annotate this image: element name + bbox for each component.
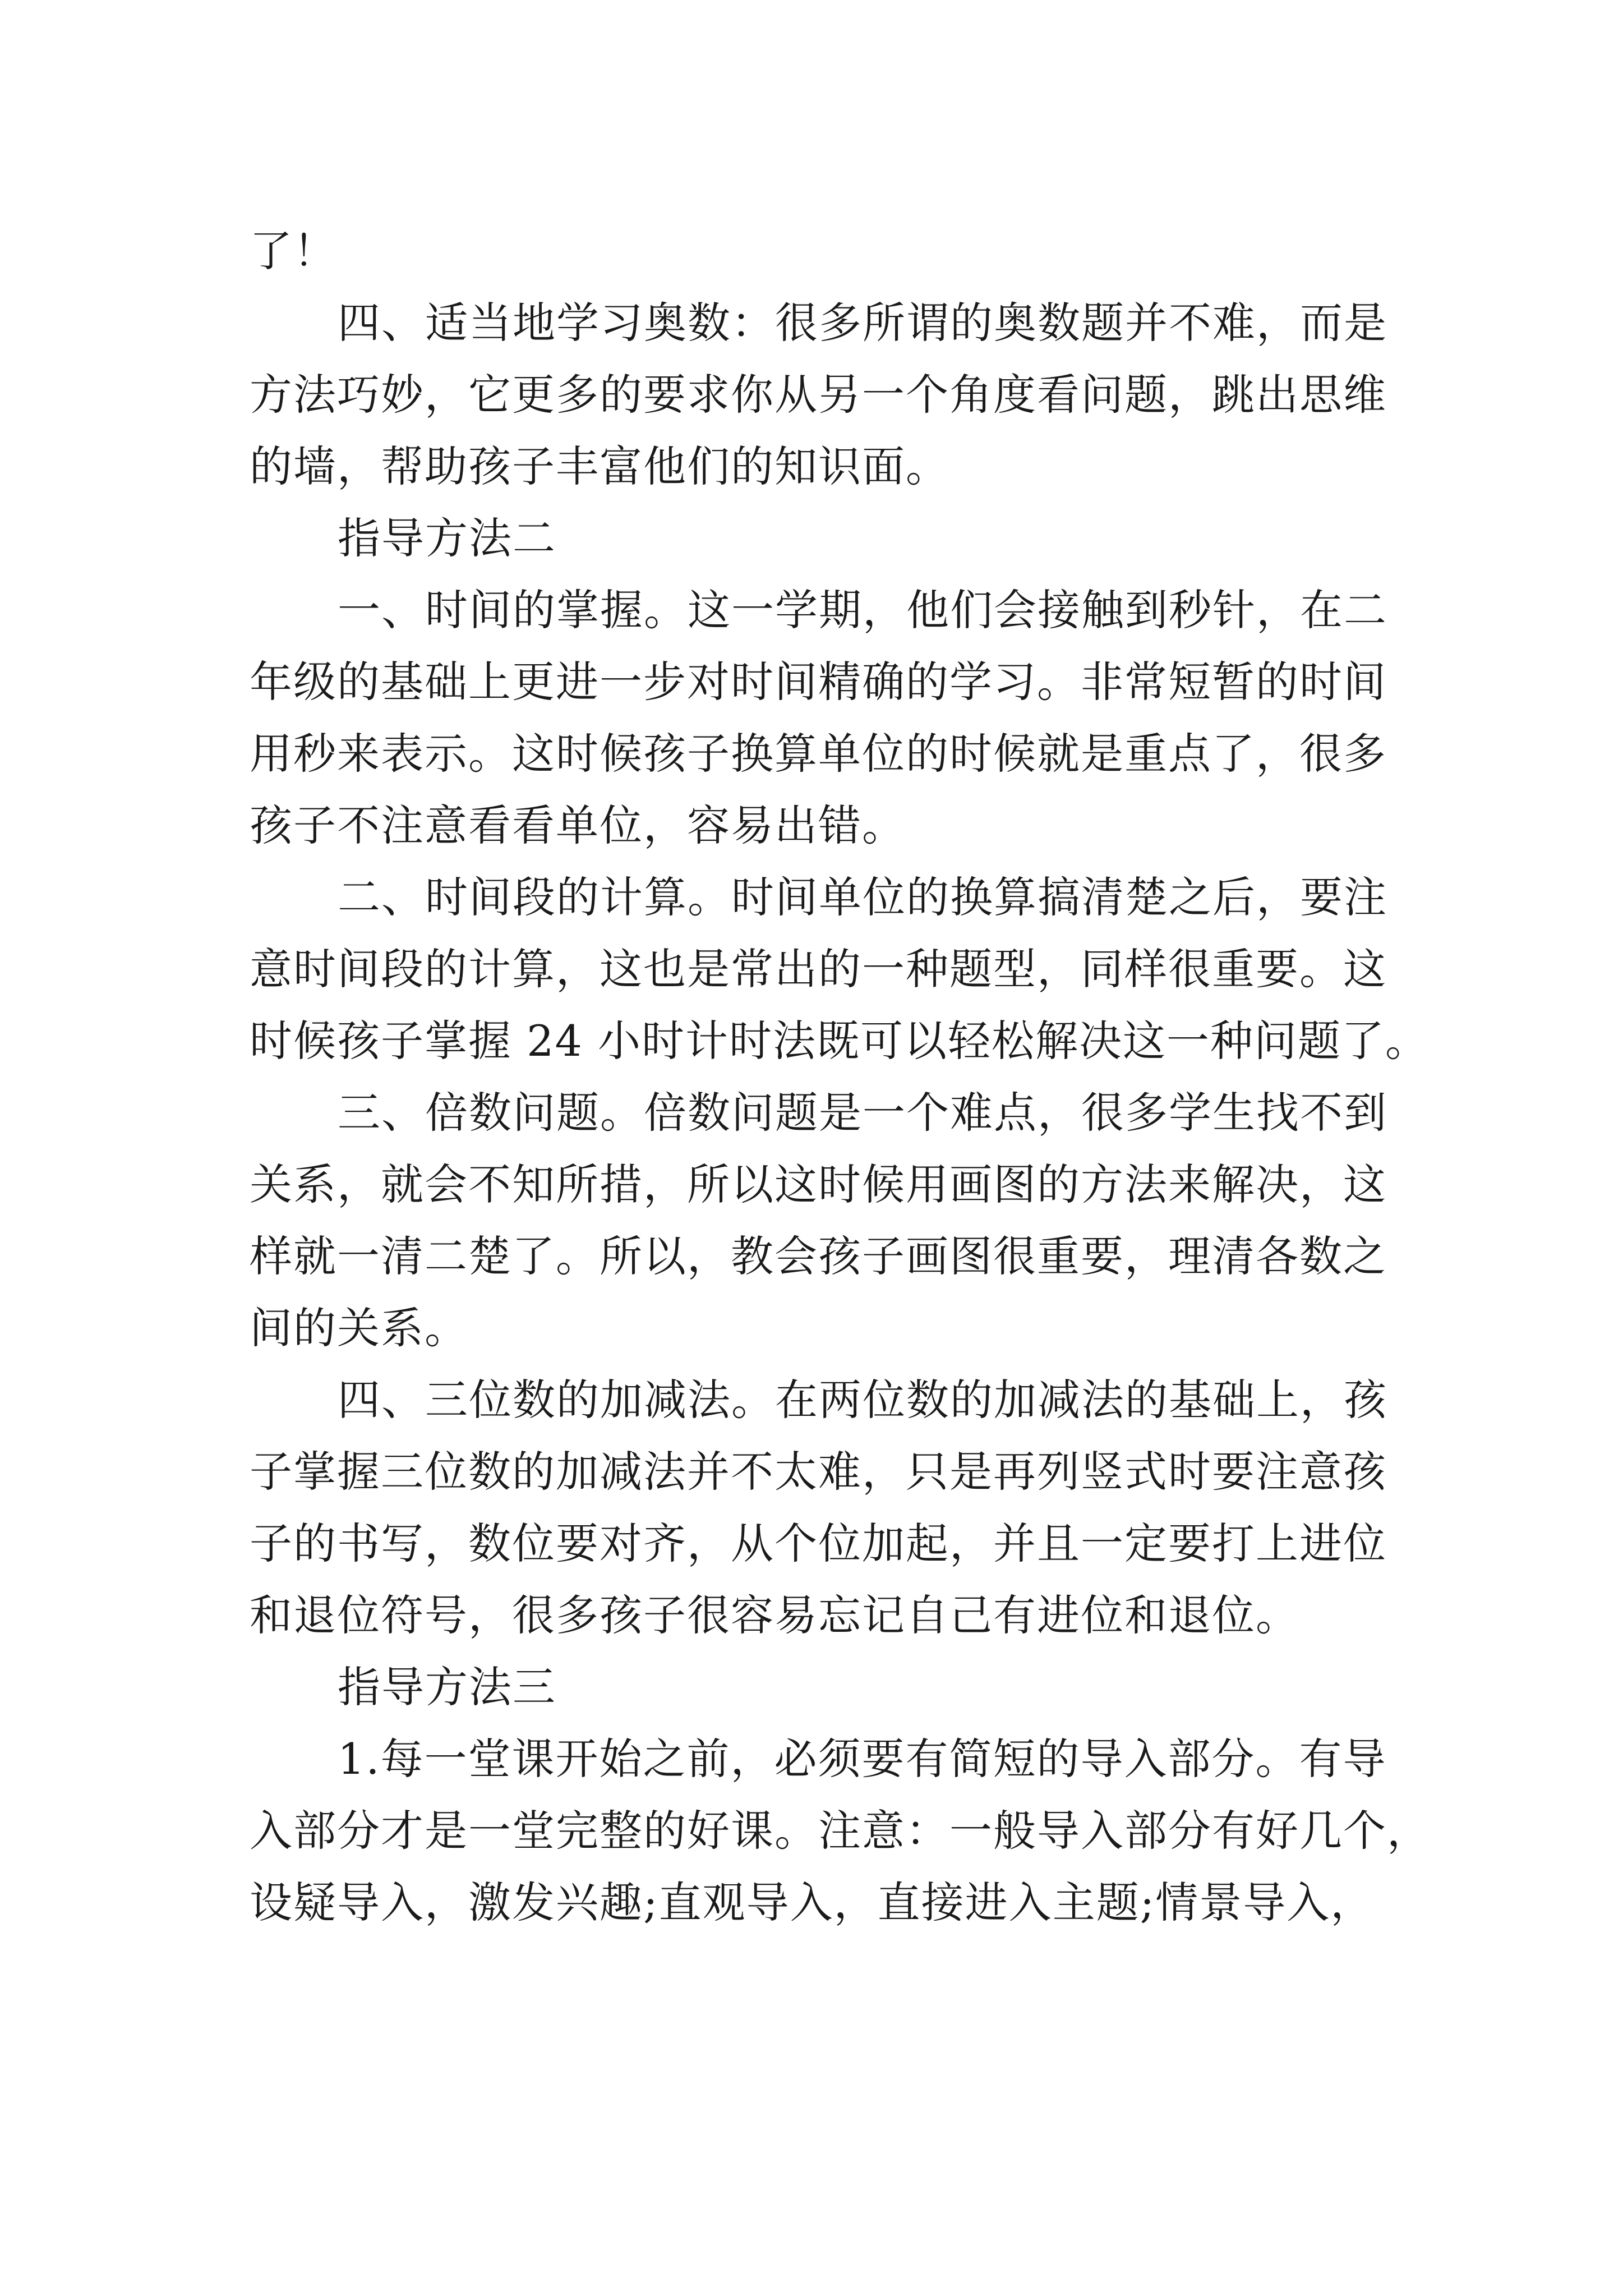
text-line: 年级的基础上更进一步对时间精确的学习。非常短暂的时间 bbox=[250, 657, 1387, 707]
text-line: 设疑导入，激发兴趣;直观导入，直接进入主题;情景导入， bbox=[250, 1878, 1375, 1927]
paragraph-start-line: 三、倍数问题。倍数问题是一个难点，很多学生找不到 bbox=[338, 1088, 1387, 1138]
paragraph-start-line: 1.每一堂课开始之前，必须要有简短的导入部分。有导 bbox=[338, 1734, 1387, 1784]
text-line: 意时间段的计算，这也是常出的一种题型，同样很重要。这 bbox=[250, 944, 1387, 994]
text-line: 孩子不注意看看单位，容易出错。 bbox=[250, 800, 906, 850]
text-line: 子掌握三位数的加减法并不太难，只是再列竖式时要注意孩 bbox=[250, 1447, 1387, 1497]
paragraph-start-line: 二、时间段的计算。时间单位的换算搞清楚之后，要注 bbox=[338, 872, 1387, 922]
text-line: 间的关系。 bbox=[250, 1303, 468, 1353]
text-line: 和退位符号，很多孩子很容易忘记自己有进位和退位。 bbox=[250, 1590, 1299, 1640]
paragraph-start-line: 四、三位数的加减法。在两位数的加减法的基础上，孩 bbox=[338, 1375, 1387, 1425]
text-line: 关系，就会不知所措，所以这时候用画图的方法来解决，这 bbox=[250, 1159, 1387, 1209]
text-line: 方法巧妙，它更多的要求你从另一个角度看问题，跳出思维 bbox=[250, 370, 1387, 420]
text-line: 样就一清二楚了。所以，教会孩子画图很重要，理清各数之 bbox=[250, 1231, 1387, 1281]
text-line: 子的书写，数位要对齐，从个位加起，并且一定要打上进位 bbox=[250, 1519, 1387, 1568]
paragraph-start-line: 四、适当地学习奥数：很多所谓的奥数题并不难，而是 bbox=[338, 298, 1387, 348]
text-line: 了！ bbox=[250, 226, 337, 276]
text-line: 入部分才是一堂完整的好课。注意：一般导入部分有好几个， bbox=[250, 1806, 1431, 1856]
text-line: 用秒来表示。这时候孩子换算单位的时候就是重点了，很多 bbox=[250, 729, 1387, 779]
document-body bbox=[250, 215, 1431, 1939]
text-line: 时候孩子掌握 24 小时计时法既可以轻松解决这一种问题了。 bbox=[250, 1016, 1430, 1066]
section-heading: 指导方法三 bbox=[338, 1662, 556, 1712]
section-heading: 指导方法二 bbox=[338, 513, 556, 563]
text-line: 的墙，帮助孩子丰富他们的知识面。 bbox=[250, 441, 949, 491]
paragraph-start-line: 一、时间的掌握。这一学期，他们会接触到秒针，在二 bbox=[338, 585, 1387, 635]
